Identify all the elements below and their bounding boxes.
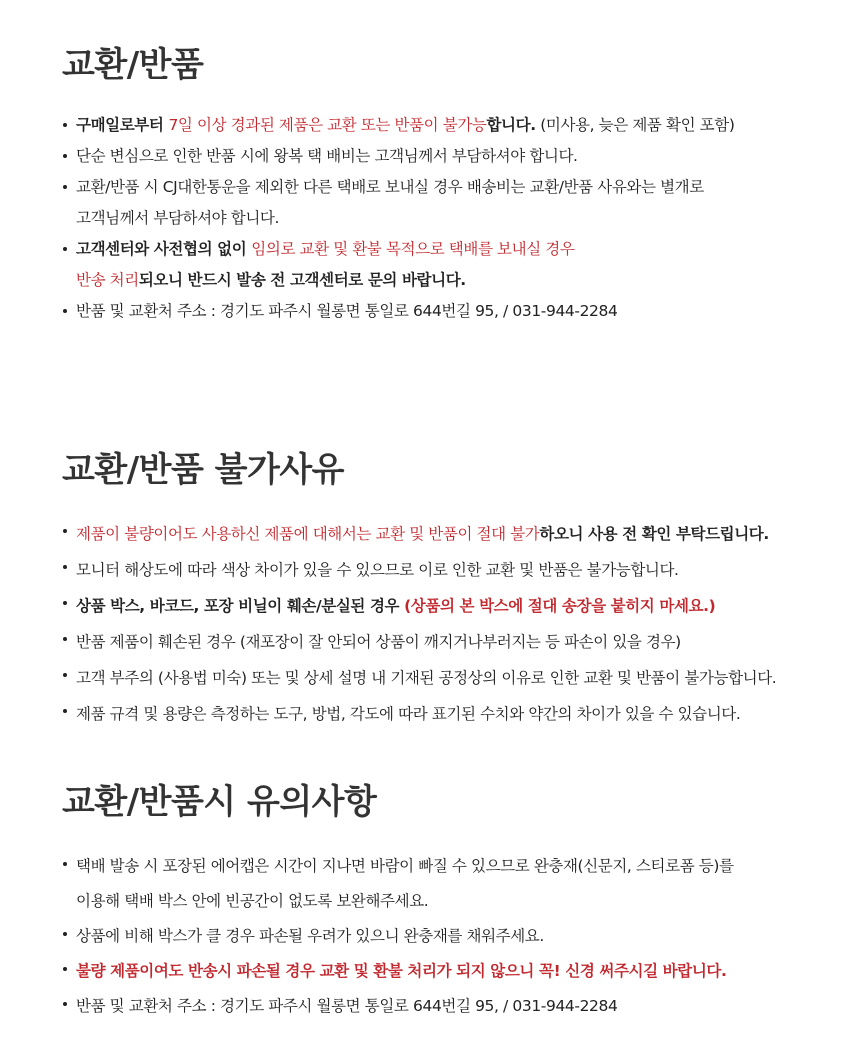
list-item [62,552,852,588]
highlight-text: 반송 처리 [76,271,139,289]
item-text: 교환/반품 시 CJ대한통운을 제외한 다른 택배로 보내실 경우 배송비는 교환/반품 사유와는 별개로 [76,178,704,196]
list-item [62,660,852,696]
item-text: 고객센터와 사전협의 없이 [76,240,252,258]
item-text: 합니다. [486,116,536,134]
highlight-text: 제품이 불량이어도 사용하신 제품에 대해서는 교환 및 반품이 절대 불가 [76,525,540,543]
list-item [62,172,852,234]
item-text: 제품 규격 및 용량은 측정하는 도구, 방법, 각도에 따라 표기된 수치와 약간의 차이가 있을 수 있습니다. [76,705,741,723]
list-item [62,516,852,552]
item-text: 상품 박스, 바코드, 포장 비닐이 훼손/분실된 경우 [76,597,405,615]
item-text: 고객 부주의 (사용법 미숙) 또는 및 상세 설명 내 기재된 공정상의 이유로 인한 교환 및 반품이 불가능합니다. [76,669,777,687]
list-item [62,954,852,989]
list-item [62,696,852,732]
list-item [62,296,852,327]
highlight-text: (상품의 본 박스에 절대 송장을 붙히지 마세요.) [404,597,716,615]
section-title: 교환/반품 [62,45,204,85]
highlight-text: 임의로 교환 및 환불 목적으로 택배를 보내실 경우 [251,240,575,258]
highlight-text: 7일 이상 경과된 제품은 교환 또는 반품이 불가능 [168,116,487,134]
item-text-continued: 고객님께서 부담하셔야 합니다. [76,209,280,227]
list-item [62,234,852,296]
section-title: 교환/반품시 유의사항 [62,782,377,822]
item-text: 구매일로부터 [76,116,169,134]
return-address: 반품 및 교환처 주소 : 경기도 파주시 월롱면 통일로 644번길 95, / 031-944-2284 [76,997,618,1015]
item-note: (미사용, 늦은 제품 확인 포함) [535,116,735,134]
item-text: 모니터 해상도에 따라 색상 차이가 있을 수 있으므로 이로 인한 교환 및 반품은 불가능합니다. [76,561,679,579]
list-item [62,110,852,141]
item-text: 단순 변심으로 인한 반품 시에 왕복 택 배비는 고객님께서 부담하셔야 합니다. [76,147,578,165]
return-address: 반품 및 교환처 주소 : 경기도 파주시 월롱면 통일로 644번길 95, / 031-944-2284 [76,302,618,320]
list-item [62,588,852,624]
list-item [62,849,852,919]
section-title: 교환/반품 불가사유 [62,450,345,490]
list-item [62,141,852,172]
policy-list [62,516,852,732]
policy-list [62,849,852,1024]
item-text-continued: 이용해 택배 박스 안에 빈공간이 없도록 보완해주세요. [76,892,429,910]
item-text: 반품 제품이 훼손된 경우 (재포장이 잘 안되어 상품이 깨지거나부러지는 등 파손이 있을 경우) [76,633,681,651]
list-item [62,624,852,660]
list-item [62,919,852,954]
item-text: 상품에 비해 박스가 클 경우 파손될 우려가 있으니 완충재를 채워주세요. [76,927,544,945]
policy-list [62,110,852,327]
warning-text: 불량 제품이여도 반송시 파손될 경우 교환 및 환불 처리가 되지 않으니 꼭! 신경 써주시길 바랍니다. [76,962,727,980]
item-text: 택배 발송 시 포장된 에어캡은 시간이 지나면 바람이 빠질 수 있으므로 완충재(신문지, 스티로폼 등)를 [76,857,734,875]
item-text: 하오니 사용 전 확인 부탁드립니다. [539,525,769,543]
list-item [62,989,852,1024]
item-text: 되오니 반드시 발송 전 고객센터로 문의 바랍니다. [138,271,466,289]
